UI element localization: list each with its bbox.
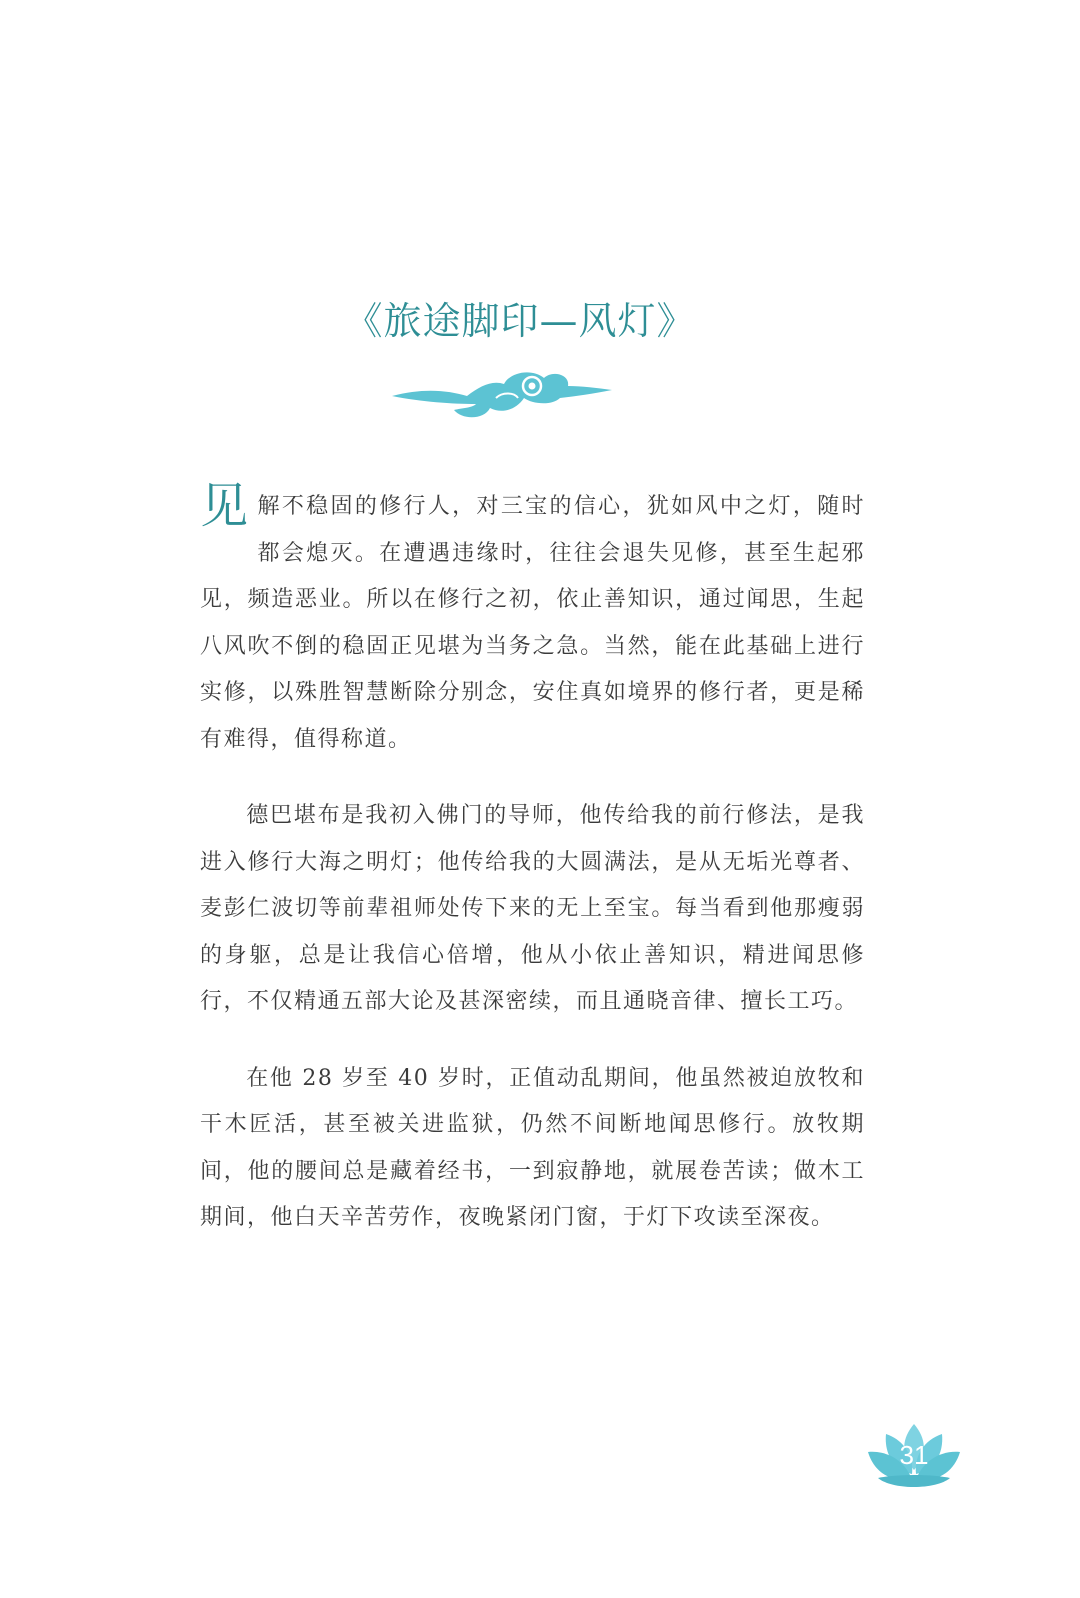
paragraph-2: 德巴堪布是我初入佛门的导师，他传给我的前行修法，是我进入修行大海之明灯；他传给我的大圆满法，是从无垢光尊者、麦彭仁波切等前辈祖师处传下来的无上至宝。每当看到他那瘦弱的身躯，总是让我信心倍增，他从小依止善知识，精进闻思修行，不仅精通五部大论及甚深密续，而且通晓音律、擅长工巧。	[200, 803, 865, 1014]
page-number: 31	[899, 1440, 929, 1470]
page-title: 《旅途脚印—风灯》	[344, 299, 696, 343]
paragraph-3: 在他 28 岁至 40 岁时，正值动乱期间，他虽然被迫放牧和干木匠活，甚至被关进监狱，仍然不间断地闻思修行。放牧期间，他的腰间总是藏着经书，一到寂静地，就展卷苦读；做木工期间，他白天辛苦劳作，夜晚紧闭门窗，于灯下攻读至深夜。	[200, 1065, 865, 1230]
drop-cap: 见	[200, 478, 250, 534]
article-body	[200, 478, 865, 1272]
paragraph-1-text: 解不稳固的修行人，对三宝的信心，犹如风中之灯，随时都会熄灭。在遭遇违缘时，往往会退失见修，甚至生起邪见，频造恶业。所以在修行之初，依止善知识，通过闻思，生起八风吹不倒的稳固正见堪为当务之急。当然，能在此基础上进行实修，以殊胜智慧断除分别念，安住真如境界的修行者，更是稀有难得，值得称道。	[200, 494, 865, 752]
paragraph-1	[200, 478, 865, 763]
cloud-ornament-icon	[392, 368, 612, 428]
